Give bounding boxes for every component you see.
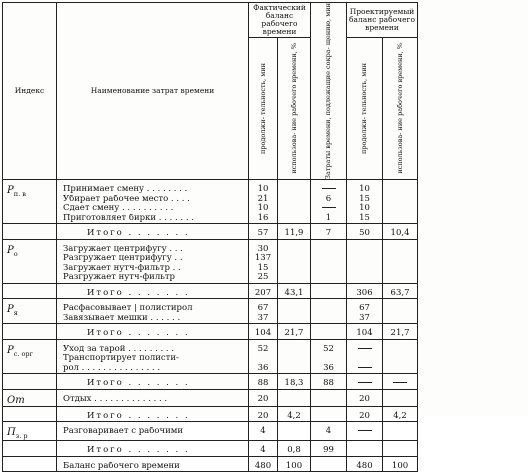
- actual-usage: 100: [278, 456, 311, 472]
- actual-duration: 57: [249, 224, 278, 240]
- index-cell: [3, 406, 57, 422]
- reducible-time: [311, 389, 347, 406]
- detail-row: [3, 422, 526, 441]
- index-cell: $П_{з. р}$: [3, 422, 57, 441]
- index-cell: [3, 283, 57, 299]
- expense-name: Отдых . . . . . . . . . . . . . .: [57, 389, 249, 406]
- detail-row: [3, 299, 526, 324]
- projected-duration: 50: [347, 224, 383, 240]
- detail-row: [3, 389, 526, 406]
- actual-duration: 20: [249, 389, 278, 406]
- total-row: [3, 224, 526, 240]
- header-projected-duration: продолжи- тельность, мин: [347, 38, 383, 180]
- actual-usage: [278, 422, 311, 441]
- actual-duration: 207: [249, 283, 278, 299]
- actual-usage: [278, 239, 311, 283]
- expense-name: Итого . . . . . . .: [57, 324, 249, 340]
- total-row: [3, 441, 526, 457]
- time-balance-table: [2, 2, 526, 472]
- total-row: [3, 406, 526, 422]
- actual-usage: 21,7: [278, 324, 311, 340]
- actual-duration: 52 36: [249, 339, 278, 374]
- projected-usage: 63,7: [383, 283, 418, 299]
- projected-usage: [383, 299, 418, 324]
- reducible-time: [311, 324, 347, 340]
- actual-duration: 67 37: [249, 299, 278, 324]
- detail-row: [3, 239, 526, 283]
- header-projected-usage: использова- ние рабочего времени, %: [383, 38, 418, 180]
- header-actual-duration: продолжи- тельность, мин: [249, 38, 278, 180]
- projected-usage: [383, 180, 418, 224]
- total-row: [3, 283, 526, 299]
- expense-name: Итого . . . . . . .: [57, 441, 249, 457]
- header-actual-usage: использова- ние рабочего времени, %: [278, 38, 311, 180]
- projected-duration: 67 37: [347, 299, 383, 324]
- actual-duration: 88: [249, 374, 278, 390]
- projected-usage: [383, 389, 418, 406]
- index-cell: [3, 374, 57, 390]
- projected-duration: 306: [347, 283, 383, 299]
- header-index: Индекс: [3, 3, 57, 180]
- actual-duration: 20: [249, 406, 278, 422]
- actual-duration: 104: [249, 324, 278, 340]
- expense-name: Уход за тарой . . . . . . . . . Транспортирует полисти- рол . . . . . . . . . . . . . . .: [57, 339, 249, 374]
- projected-duration: 480: [347, 456, 383, 472]
- detail-row: [3, 456, 526, 472]
- projected-duration: 20: [347, 406, 383, 422]
- projected-duration: [347, 239, 383, 283]
- expense-name: Расфасовывает | полистирол Завязывает мешки . . . . . .: [57, 299, 249, 324]
- index-cell: $P_{с. орг}$: [3, 339, 57, 374]
- reducible-time: [311, 406, 347, 422]
- expense-name: Разговаривает с рабочими: [57, 422, 249, 441]
- actual-duration: 4: [249, 441, 278, 457]
- projected-usage: 100: [383, 456, 418, 472]
- reducible-time: [311, 239, 347, 283]
- projected-duration: 20: [347, 389, 383, 406]
- projected-usage: 21,7: [383, 324, 418, 340]
- expense-name: Итого . . . . . . .: [57, 224, 249, 240]
- expense-name: Загружает центрифугу . . . Разгружает центрифугу . . Загружает нутч-фильтр . . Разгружает нутч-фильтр: [57, 239, 249, 283]
- header-name: Наименование затрат времени: [57, 3, 249, 180]
- actual-usage: [278, 339, 311, 374]
- index-cell: $P_о$: [3, 239, 57, 283]
- projected-duration: [347, 374, 383, 390]
- index-cell: От: [3, 389, 57, 406]
- projected-usage: 4,2: [383, 406, 418, 422]
- projected-duration: 10 15 10 15: [347, 180, 383, 224]
- reducible-time: [311, 456, 347, 472]
- projected-duration: [347, 422, 383, 441]
- expense-name: Итого . . . . . . .: [57, 406, 249, 422]
- total-row: [3, 374, 526, 390]
- reducible-time: 88: [311, 374, 347, 390]
- detail-row: [3, 339, 526, 374]
- actual-usage: [278, 180, 311, 224]
- detail-row: [3, 180, 526, 224]
- projected-duration: 104: [347, 324, 383, 340]
- actual-usage: [278, 389, 311, 406]
- actual-usage: 43,1: [278, 283, 311, 299]
- reducible-time: 99: [311, 441, 347, 457]
- header-actual: Фактический баланс рабочего времени: [249, 3, 311, 38]
- reducible-time: [311, 299, 347, 324]
- actual-usage: 11,9: [278, 224, 311, 240]
- index-cell: [3, 456, 57, 472]
- projected-usage: [383, 239, 418, 283]
- actual-usage: [278, 299, 311, 324]
- actual-usage: 4,2: [278, 406, 311, 422]
- expense-name: Принимает смену . . . . . . . . Убирает рабочее место . . . . Сдает смену . . . . . . . . . . Приготовляет бирки . . . . . . .: [57, 180, 249, 224]
- index-cell: $P_я$: [3, 299, 57, 324]
- header-reducible: Затраты времени, подлежащие сокра- щению, мин: [311, 3, 347, 180]
- actual-duration: 10 21 10 16: [249, 180, 278, 224]
- reducible-time: [311, 283, 347, 299]
- projected-usage: 10,4: [383, 224, 418, 240]
- reducible-time: 52 36: [311, 339, 347, 374]
- total-row: [3, 324, 526, 340]
- projected-duration: [347, 441, 383, 457]
- reducible-time: 7: [311, 224, 347, 240]
- reducible-time: 4: [311, 422, 347, 441]
- expense-name: Итого . . . . . . .: [57, 374, 249, 390]
- actual-duration: 30 137 15 25: [249, 239, 278, 283]
- actual-duration: 4: [249, 422, 278, 441]
- actual-usage: 18,3: [278, 374, 311, 390]
- index-cell: [3, 441, 57, 457]
- reducible-time: 6 1: [311, 180, 347, 224]
- actual-usage: 0,8: [278, 441, 311, 457]
- projected-duration: [347, 339, 383, 374]
- projected-usage: [383, 422, 418, 441]
- projected-usage: [383, 339, 418, 374]
- expense-name: Итого . . . . . . .: [57, 283, 249, 299]
- index-cell: [3, 324, 57, 340]
- index-cell: [3, 224, 57, 240]
- projected-usage: [383, 441, 418, 457]
- projected-usage: [383, 374, 418, 390]
- expense-name: Баланс рабочего времени: [57, 456, 249, 472]
- header-projected: Проектируемый баланс рабочего времени: [347, 3, 418, 38]
- index-cell: $P_{п. в}$: [3, 180, 57, 224]
- actual-duration: 480: [249, 456, 278, 472]
